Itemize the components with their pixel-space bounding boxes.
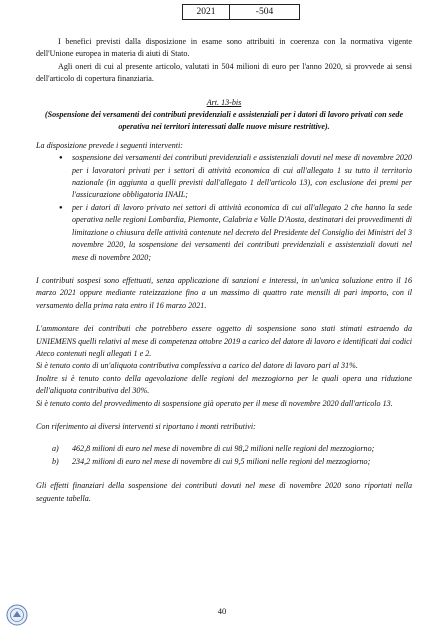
paragraph-ammontare-2: Si è tenuto conto di un'aliquota contributiva complessiva a carico del datore di lavoro pari al 31%. <box>36 361 358 371</box>
list-item: ● per i datori di lavoro privato nei settori di attività economica di cui all'allegato 2 che hanno la sede operativa nelle regioni Lombardia, Piemonte, Calabria e Valle D'Aosta, destinatari dei provvedimenti di limitazione o chiusura delle attività contenute nel decreto del Presidente del Consiglio dei Ministri del 3 novembre 2020, la sospensione dei versamenti dei contributi previdenziali e assistenziali dovuti nel mese di novembre 2020; <box>72 202 412 264</box>
interventions-list <box>36 152 412 264</box>
header-value: -504 <box>255 7 274 17</box>
paragraph-ammontare-4: Si è tenuto conto del provvedimento di sospensione già operato per il mese di novembre 2020 dall'articolo 13. <box>36 398 393 408</box>
paragraph-sospesi: I contributi sospesi sono effettuati, senza applicazione di sanzioni e interessi, in un'unica soluzione entro il 16 marzo 2021 oppure mediante rateizzazione fino a un massimo di quattro rate mensili di pari importo, con il versamento della prima rata entro il 16 marzo 2021. <box>36 275 412 310</box>
list-item: b) 234,2 milioni di euro nel mese di novembre di cui 9,5 milioni nelle regioni del mezzogiorno; <box>52 456 371 466</box>
header-value-box <box>182 4 300 20</box>
document-body <box>36 36 412 505</box>
effetti-paragraph: Gli effetti finanziari della sospensione dei contributi dovuti nel mese di novembre 2020 sono riportati nella seguente tabella. <box>36 481 412 503</box>
paragraph-ammontare-1: L'ammontare dei contributi che potrebbero essere oggetto di sospensione sono stati stimati estraendo da UNIEMENS quelli relativi al mese di competenza ottobre 2019 a carico del datore di lavoro e identificati dai codici Ateco contenuti negli allegati 1 e 2. <box>36 324 412 358</box>
article-subtitle: (Sospensione dei versamenti dei contributi previdenziali e assistenziali per i datori di lavoro privati con sede operativa nei territori interessati dalle nuove misure restrittive). <box>44 110 404 132</box>
article-title: Art. 13-bis <box>206 97 242 107</box>
intro-paragraph-2: Agli oneri di cui al presente articolo, valutati in 504 milioni di euro per l'anno 2020, si provvede ai sensi dell'articolo di copertura finanziaria. <box>36 61 412 84</box>
list-item: a) 462,8 milioni di euro nel mese di novembre di cui 98,2 milioni nelle regioni del mezzogiorno; <box>52 444 375 454</box>
page-number: 40 <box>217 606 227 616</box>
riferimento-text: Con riferimento ai diversi interventi si riportano i monti retributivi: <box>36 421 256 431</box>
lead-text: La disposizione prevede i seguenti interventi: <box>36 140 183 150</box>
paragraph-ammontare-3: Inoltre si è tenuto conto della agevolazione delle regioni del mezzogiorno per le quali opera una riduzione dell'aliquota contributiva del 30%. <box>36 373 412 396</box>
intro-paragraph-1: I benefici previsti dalla disposizione in esame sono attribuiti in coerenza con la normativa vigente dell'Unione europea in materia di aiuti di Stato. <box>36 37 412 59</box>
list-item: ● sospensione dei versamenti dei contributi previdenziali e assistenziali dovuti nel mese di novembre 2020 per i lavoratori privati per i settori di attività economica di cui all'allegato 1 su tutto il territorio nazionale (in aggiunta a quelli previsti dall'allegato 1 dell'articolo 13), con esclusione dei premi per l'assicurazione obbligatoria INAIL; <box>72 152 412 202</box>
monti-list <box>36 443 412 468</box>
header-year: 2021 <box>183 5 230 19</box>
